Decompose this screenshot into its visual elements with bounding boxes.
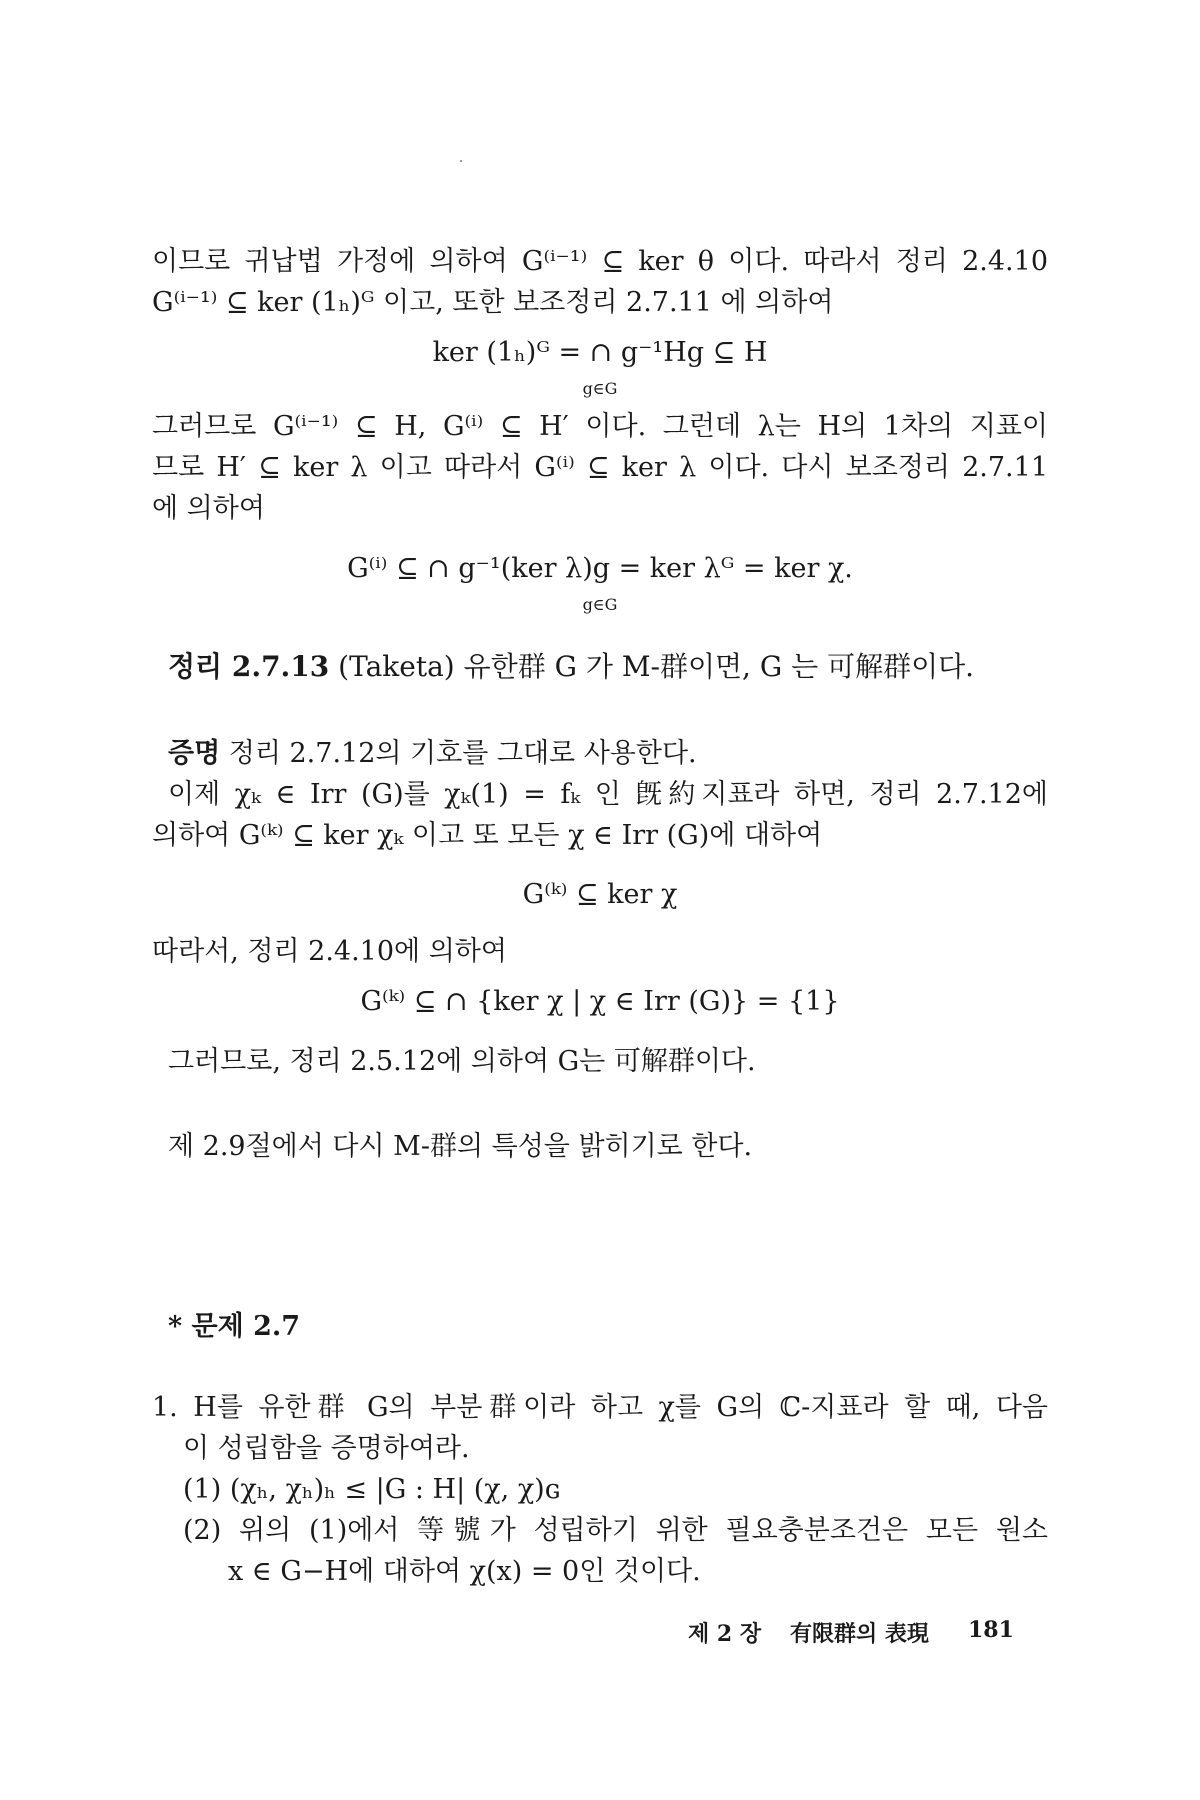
- equation: G⁽ᵏ⁾ ⊆ ker χ: [522, 879, 678, 910]
- text-line: 따라서, 정리 2.4.10에 의하여: [152, 936, 507, 967]
- exercise-line: (1) (χₕ, χₕ)ₕ ≤ |G : H| (χ, χ)ɢ: [183, 1474, 561, 1505]
- theorem-statement: [168, 650, 974, 684]
- proof-line: [168, 737, 697, 771]
- text-line: 므로 H′ ⊆ ker λ 이고 따라서 G⁽ⁱ⁾ ⊆ ker λ 이다. 다시 보조정리 2.7.11: [152, 452, 1048, 483]
- equation: G⁽ⁱ⁾ ⊆ ∩ g⁻¹(ker λ)g = ker λᴳ = ker χ.: [347, 553, 853, 584]
- text-line: 그러므로 G⁽ⁱ⁻¹⁾ ⊆ H, G⁽ⁱ⁾ ⊆ H′ 이다. 그런데 λ는 H의 1차의 지표이: [152, 411, 1048, 442]
- page-number: 181: [968, 1617, 1014, 1643]
- proof-label: 증명: [168, 738, 221, 769]
- text-line: 의하여 G⁽ᵏ⁾ ⊆ ker χₖ 이고 또 모든 χ ∈ Irr (G)에 대하여: [152, 820, 823, 851]
- text-line: 이므로 귀납법 가정에 의하여 G⁽ⁱ⁻¹⁾ ⊆ ker θ 이다. 따라서 정리 2.4.10: [152, 246, 1048, 277]
- theorem-text: (Taketa) 유한群 G 가 M-群이면, G 는 可解群이다.: [329, 650, 975, 683]
- exercise-line: x ∈ G−H에 대하여 χ(x) = 0인 것이다.: [228, 1556, 701, 1587]
- equation: G⁽ᵏ⁾ ⊆ ∩ {ker χ | χ ∈ Irr (G)} = {1}: [360, 986, 840, 1017]
- equation-subscript: g∈G: [582, 595, 618, 614]
- exercise-line: (2) 위의 (1)에서 等號가 성립하기 위한 필요충분조건은 모든 원소: [183, 1515, 1048, 1546]
- theorem-label: 정리 2.7.13: [168, 650, 330, 683]
- text-line: 이제 χₖ ∈ Irr (G)를 χₖ(1) = fₖ 인 旣約지표라 하면, 정리 2.7.12에: [168, 779, 1048, 810]
- exercise-line: 이 성립함을 증명하여라.: [183, 1433, 470, 1464]
- equation-subscript: g∈G: [582, 379, 618, 398]
- exercise-heading: * 문제 2.7: [168, 1311, 301, 1342]
- text-line: 제 2.9절에서 다시 M-群의 특성을 밝히기로 한다.: [168, 1131, 753, 1162]
- speck: [460, 160, 462, 162]
- exercise-line: 1. H를 유한群 G의 부분群이라 하고 χ를 G의 ℂ-지표라 할 때, 다음: [152, 1392, 1048, 1423]
- footer-chapter: 제 2 장: [688, 1621, 762, 1647]
- text-line: 에 의하여: [152, 493, 265, 524]
- equation: ker (1ₕ)ᴳ = ∩ g⁻¹Hg ⊆ H: [432, 337, 768, 368]
- proof-text: 정리 2.7.12의 기호를 그대로 사용한다.: [220, 738, 697, 769]
- text-line: 그러므로, 정리 2.5.12에 의하여 G는 可解群이다.: [168, 1046, 756, 1077]
- text-line: G⁽ⁱ⁻¹⁾ ⊆ ker (1ₕ)ᴳ 이고, 또한 보조정리 2.7.11 에 의하여: [152, 287, 834, 318]
- footer-title: 有限群의 表現: [790, 1621, 929, 1647]
